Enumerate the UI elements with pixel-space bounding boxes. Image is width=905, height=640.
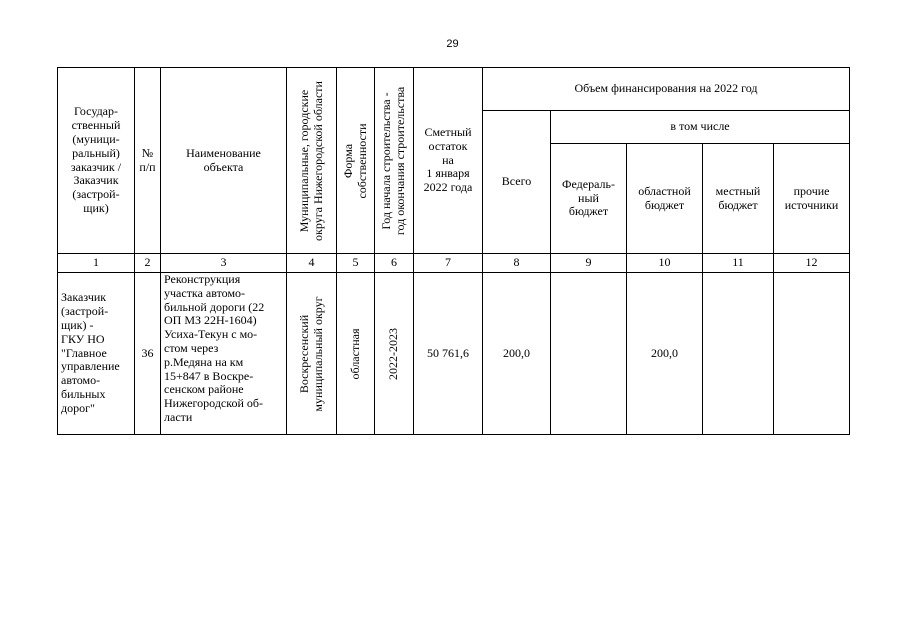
header-object-name: Наименование объекта [161,68,287,254]
header-ownership: Форма собственности [337,68,375,254]
cell-years: 2022-2023 [375,273,414,435]
cell-federal [551,273,627,435]
header-regional: областной бюджет [627,144,703,254]
cell-local [703,273,774,435]
cell-total: 200,0 [483,273,551,435]
cell-other [774,273,850,435]
header-federal: Федераль- ный бюджет [551,144,627,254]
header-other: прочие источники [774,144,850,254]
financing-table [57,67,850,435]
column-number: 4 [287,254,337,273]
cell-customer: Заказчик (застрой- щик) - ГКУ НО "Главное управление автомо- бильных дорог" [58,273,135,435]
cell-regional: 200,0 [627,273,703,435]
column-number-row [58,254,850,273]
column-number: 10 [627,254,703,273]
cell-ownership: областная [337,273,375,435]
cell-object-name: Реконструкция участка автомо- бильной дороги (22 ОП МЗ 22Н-1604) Усиха-Текун с мо- стом через р.Медяна на км 15+847 в Воскре- сенском районе Нижегородской об- ласти [161,273,287,435]
column-number: 1 [58,254,135,273]
header-years: Год начала строительства - год окончания строительства [375,68,414,254]
column-number: 3 [161,254,287,273]
table-row [58,273,850,435]
page-number: 29 [446,38,459,50]
header-total: Всего [483,111,551,254]
header-num: № п/п [135,68,161,254]
header-including: в том числе [551,111,850,144]
column-number: 5 [337,254,375,273]
column-number: 12 [774,254,850,273]
cell-num: 36 [135,273,161,435]
header-local: местный бюджет [703,144,774,254]
column-number: 9 [551,254,627,273]
header-funding-title: Объем финансирования на 2022 год [483,68,850,111]
column-number: 6 [375,254,414,273]
column-number: 8 [483,254,551,273]
cell-municipality: Воскресенский муниципальный округ [287,273,337,435]
header-balance: Сметный остаток на 1 января 2022 года [414,68,483,254]
header-municipality: Муниципальные, городские округа Нижегородской области [287,68,337,254]
column-number: 2 [135,254,161,273]
cell-balance: 50 761,6 [414,273,483,435]
column-number: 11 [703,254,774,273]
header-customer: Государ- ственный (муници- pальный) заказчик / Заказчик (застрой- щик) [58,68,135,254]
column-number: 7 [414,254,483,273]
